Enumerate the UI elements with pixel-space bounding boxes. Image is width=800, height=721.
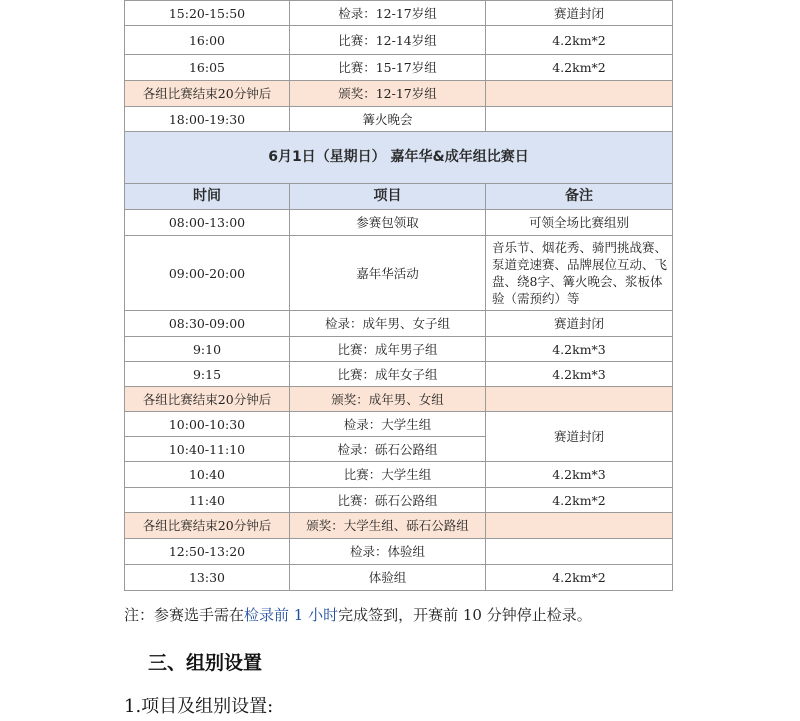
note-cell: 音乐节、烟花秀、骑門挑战赛、泵道竞速赛、品牌展位互动、飞盘、绕8字、篝火晚会、浆板体验（需预约）等 (486, 236, 673, 311)
table-row (125, 107, 673, 132)
time-cell: 9:15 (125, 362, 290, 387)
time-cell: 10:40 (125, 462, 290, 488)
header-time: 时间 (125, 184, 290, 210)
section-title-row (125, 132, 673, 184)
item-cell: 比赛：砾石公路组 (290, 488, 486, 513)
header-row (125, 184, 673, 210)
item-cell: 检录：体验组 (290, 539, 486, 565)
item-cell: 比赛：大学生组 (290, 462, 486, 488)
table-row (125, 236, 673, 311)
time-cell: 9:10 (125, 337, 290, 362)
section-heading: 三、组别设置 (148, 652, 263, 674)
award-row (125, 81, 673, 107)
item-cell: 检录：大学生组 (290, 412, 486, 437)
sub-heading: 1.项目及组别设置: (124, 696, 274, 717)
time-cell: 11:40 (125, 488, 290, 513)
note-cell: 可领全场比赛组别 (486, 210, 673, 236)
time-cell: 16:00 (125, 26, 290, 55)
item-cell: 比赛：15-17岁组 (290, 55, 486, 81)
note-cell (486, 107, 673, 132)
time-cell: 各组比赛结束20分钟后 (125, 387, 290, 412)
time-cell: 08:30-09:00 (125, 311, 290, 337)
table-row (125, 311, 673, 337)
note-cell: 4.2km*3 (486, 362, 673, 387)
table-row (125, 539, 673, 565)
note-cell: 4.2km*2 (486, 55, 673, 81)
note-cell (486, 513, 673, 539)
item-cell: 检录：12-17岁组 (290, 1, 486, 26)
item-cell: 比赛：成年女子组 (290, 362, 486, 387)
item-cell: 颁奖：成年男、女组 (290, 387, 486, 412)
item-cell: 体验组 (290, 565, 486, 591)
time-cell: 12:50-13:20 (125, 539, 290, 565)
item-cell: 颁奖：12-17岁组 (290, 81, 486, 107)
note-cell: 4.2km*2 (486, 565, 673, 591)
table-row (125, 412, 673, 437)
time-cell: 09:00-20:00 (125, 236, 290, 311)
note-cell: 4.2km*2 (486, 26, 673, 55)
note-cell: 赛道封闭 (486, 311, 673, 337)
table-row (125, 55, 673, 81)
section-title: 6月1日（星期日） 嘉年华&成年组比赛日 (125, 132, 673, 184)
item-cell: 检录：砾石公路组 (290, 437, 486, 462)
note-cell: 赛道封闭 (486, 1, 673, 26)
note-cell (486, 539, 673, 565)
footnote-highlight: 检录前 1 小时 (244, 606, 339, 624)
time-cell: 18:00-19:30 (125, 107, 290, 132)
item-cell: 颁奖：大学生组、砾石公路组 (290, 513, 486, 539)
table-row (125, 1, 673, 26)
table-row (125, 210, 673, 236)
table-row (125, 565, 673, 591)
note-cell: 4.2km*2 (486, 488, 673, 513)
item-cell: 比赛：成年男子组 (290, 337, 486, 362)
note-cell: 赛道封闭 (486, 412, 673, 462)
item-cell: 嘉年华活动 (290, 236, 486, 311)
table-row (125, 362, 673, 387)
note-cell (486, 81, 673, 107)
award-row (125, 387, 673, 412)
note-cell: 4.2km*3 (486, 337, 673, 362)
item-cell: 检录：成年男、女子组 (290, 311, 486, 337)
schedule-table (124, 0, 673, 591)
footnote-prefix: 注：参赛选手需在 (124, 606, 245, 624)
time-cell: 10:00-10:30 (125, 412, 290, 437)
header-note: 备注 (486, 184, 673, 210)
time-cell: 13:30 (125, 565, 290, 591)
table-row (125, 488, 673, 513)
time-cell: 10:40-11:10 (125, 437, 290, 462)
award-row (125, 513, 673, 539)
item-cell: 篝火晚会 (290, 107, 486, 132)
item-cell: 参赛包领取 (290, 210, 486, 236)
note-cell: 4.2km*3 (486, 462, 673, 488)
time-cell: 15:20-15:50 (125, 1, 290, 26)
time-cell: 各组比赛结束20分钟后 (125, 81, 290, 107)
item-cell: 比赛：12-14岁组 (290, 26, 486, 55)
footnote-suffix: 完成签到，开赛前 10 分钟停止检录。 (338, 606, 592, 624)
table-row (125, 337, 673, 362)
table-row (125, 26, 673, 55)
header-item: 项目 (290, 184, 486, 210)
time-cell: 08:00-13:00 (125, 210, 290, 236)
note-cell (486, 387, 673, 412)
table-row (125, 462, 673, 488)
time-cell: 各组比赛结束20分钟后 (125, 513, 290, 539)
time-cell: 16:05 (125, 55, 290, 81)
footnote (124, 604, 592, 625)
